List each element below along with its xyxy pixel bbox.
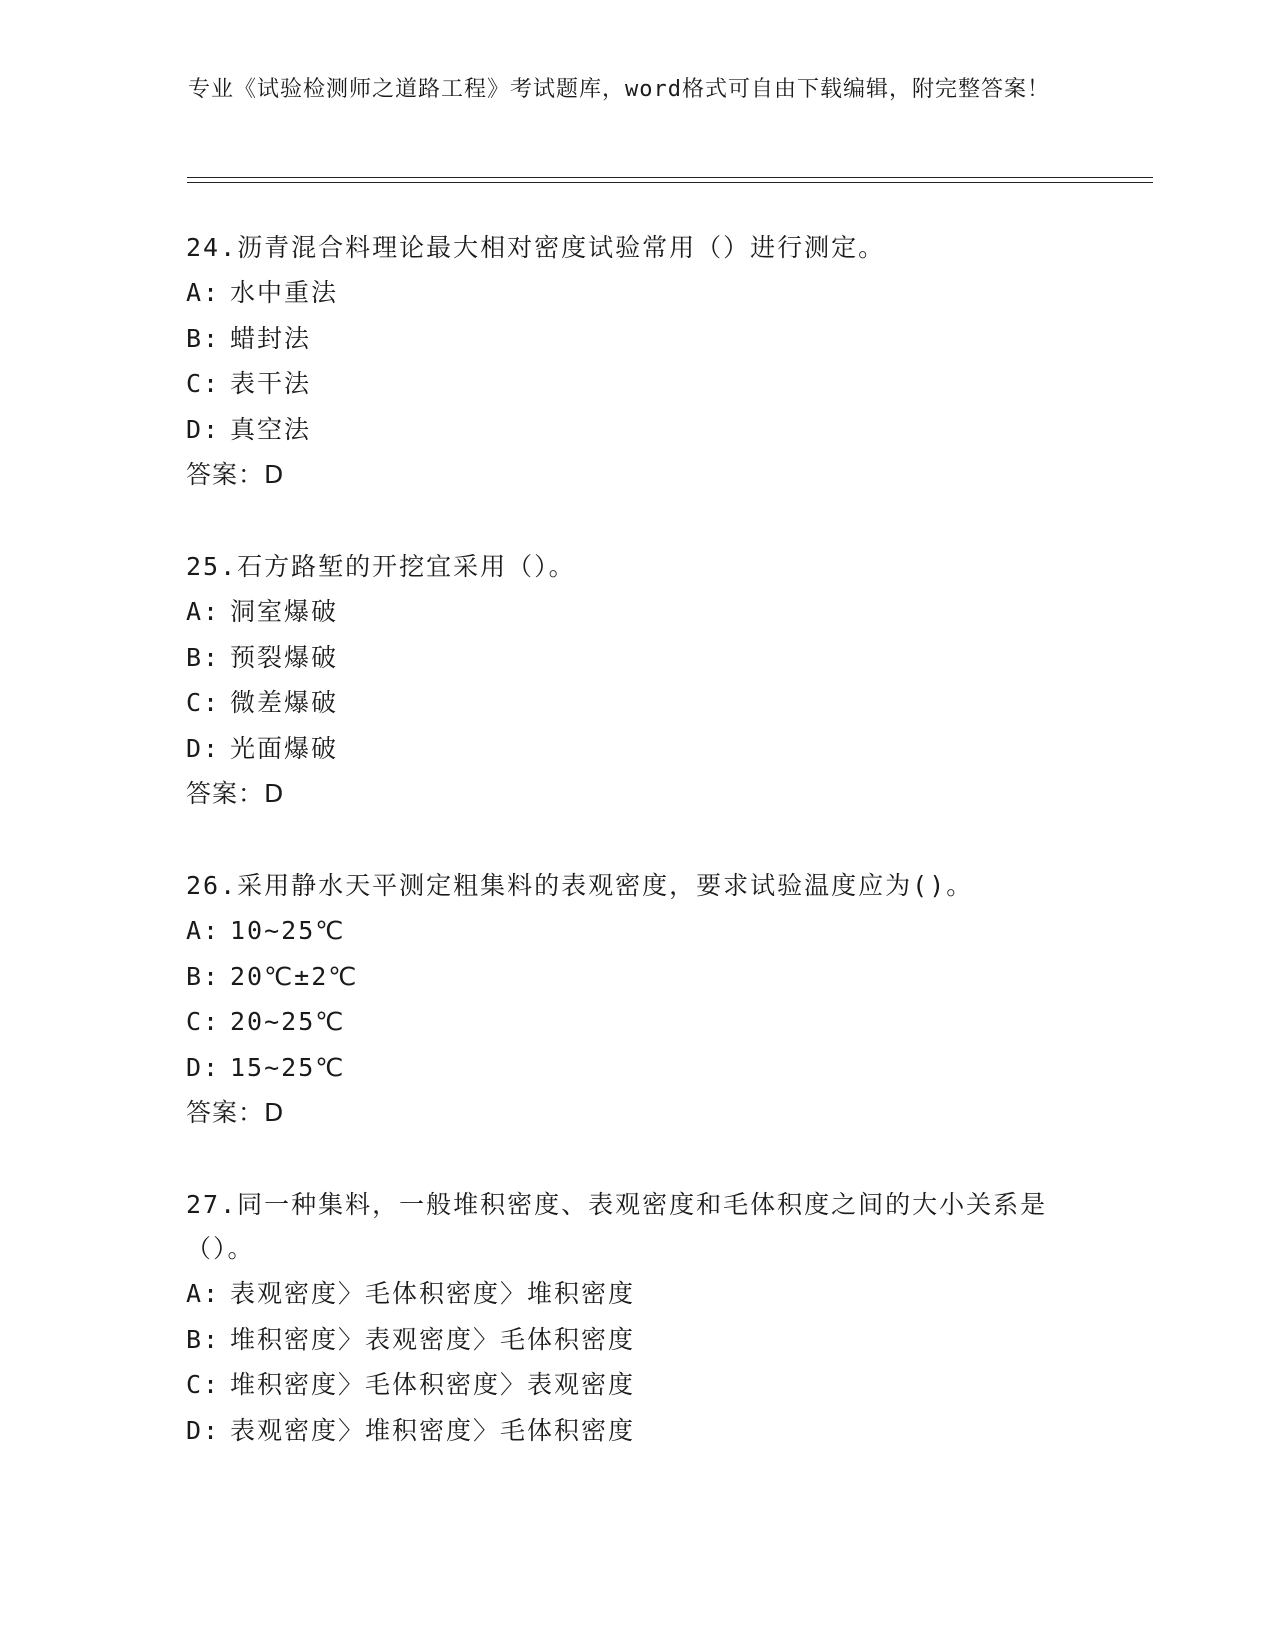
option-text: 10~25℃ <box>230 916 346 945</box>
option-text: 水中重法 <box>230 278 339 307</box>
option-a <box>186 589 1086 635</box>
question-title: 25.石方路堑的开挖宜采用（）。 <box>186 552 576 581</box>
option-text: 表干法 <box>230 369 312 398</box>
option-c <box>186 361 1086 407</box>
option-letter: B: <box>186 323 221 353</box>
option-a <box>186 1271 1086 1317</box>
option-text: 微差爆破 <box>230 688 339 717</box>
question-24 <box>186 226 1086 498</box>
option-letter: D: <box>186 1415 221 1445</box>
option-letter: B: <box>186 961 221 991</box>
question-25 <box>186 545 1086 817</box>
option-text: 光面爆破 <box>230 733 339 763</box>
option-a <box>186 270 1086 316</box>
option-letter: A: <box>186 1279 221 1308</box>
option-b <box>186 635 1086 681</box>
option-b <box>186 954 1086 1000</box>
option-c <box>186 1362 1086 1408</box>
answer: 答案：D <box>186 1098 285 1127</box>
option-text: 15~25℃ <box>230 1052 346 1082</box>
option-letter: B: <box>186 642 221 672</box>
option-d <box>186 1408 1086 1454</box>
option-text: 表观密度〉堆积密度〉毛体积密度 <box>230 1415 636 1445</box>
option-text: 20℃±2℃ <box>230 961 359 991</box>
option-c <box>186 680 1086 726</box>
option-text: 洞室爆破 <box>230 597 339 626</box>
header-divider-bottom <box>187 182 1153 183</box>
question-26 <box>186 864 1086 1136</box>
option-d <box>186 726 1086 772</box>
answer: 答案：D <box>186 460 285 489</box>
option-text: 堆积密度〉毛体积密度〉表观密度 <box>230 1370 636 1399</box>
option-text: 预裂爆破 <box>230 642 339 672</box>
option-letter: A: <box>186 597 221 626</box>
option-text: 蜡封法 <box>230 323 312 353</box>
question-title: 24.沥青混合料理论最大相对密度试验常用（）进行测定。 <box>186 233 886 262</box>
question-27 <box>186 1183 1086 1453</box>
answer: 答案：D <box>186 779 285 808</box>
document-intro: 专业《试验检测师之道路工程》考试题库，word格式可自由下载编辑，附完整答案！ <box>188 77 1050 102</box>
option-letter: D: <box>186 733 221 763</box>
option-letter: C: <box>186 688 221 717</box>
option-letter: D: <box>186 414 221 444</box>
option-d <box>186 1045 1086 1091</box>
option-letter: C: <box>186 1007 221 1036</box>
option-a <box>186 908 1086 954</box>
header-divider-top <box>187 177 1153 178</box>
option-text: 真空法 <box>230 414 312 444</box>
option-letter: C: <box>186 369 221 398</box>
option-letter: B: <box>186 1324 221 1354</box>
option-letter: C: <box>186 1370 221 1399</box>
option-letter: D: <box>186 1052 221 1082</box>
option-letter: A: <box>186 916 221 945</box>
option-d <box>186 407 1086 453</box>
option-text: 20~25℃ <box>230 1007 346 1036</box>
option-text: 堆积密度〉表观密度〉毛体积密度 <box>230 1324 636 1354</box>
question-title: 27.同一种集料，一般堆积密度、表观密度和毛体积度之间的大小关系是（）。 <box>186 1190 1048 1263</box>
option-letter: A: <box>186 278 221 307</box>
option-text: 表观密度〉毛体积密度〉堆积密度 <box>230 1279 636 1308</box>
option-b <box>186 316 1086 362</box>
option-b <box>186 1317 1086 1363</box>
option-c <box>186 999 1086 1045</box>
question-title: 26.采用静水天平测定粗集料的表观密度，要求试验温度应为()。 <box>186 871 974 900</box>
